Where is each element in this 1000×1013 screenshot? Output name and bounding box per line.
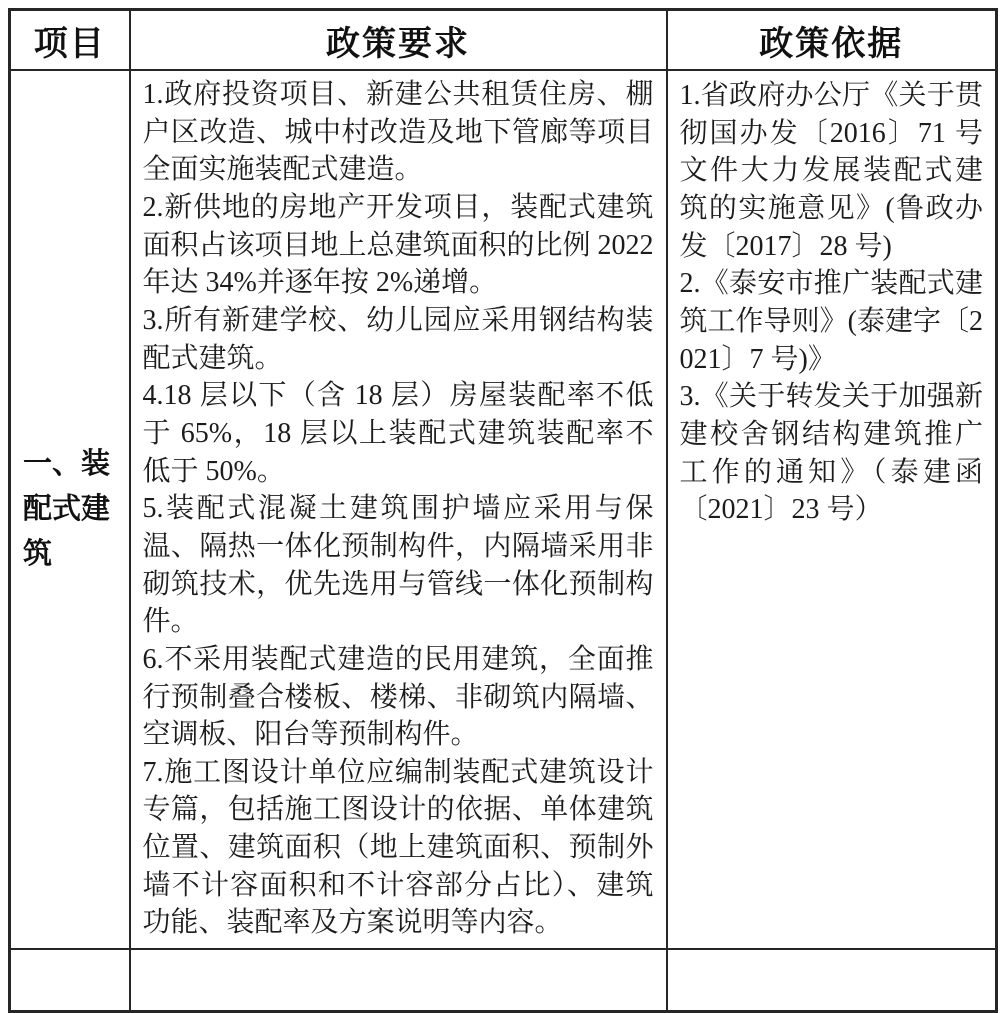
project-label: 一、装配式建筑 bbox=[23, 448, 111, 571]
policy-item: 6.不采用装配式建造的民用建筑，全面推行预制叠合楼板、楼梯、非砌筑内隔墙、空调板、阳台等预制构件。 bbox=[142, 643, 654, 751]
policy-item: 5.装配式混凝土建筑围护墙应采用与保温、隔热一体化预制构件，内隔墙采用非砌筑技术，优先选用与管线一体化预制构件。 bbox=[142, 493, 654, 638]
partial-requirements-cell bbox=[130, 949, 667, 1012]
col-header-requirements: 政策要求 bbox=[130, 10, 667, 71]
basis-cell bbox=[667, 70, 997, 949]
policy-item: 3.所有新建学校、幼儿园应采用钢结构装配式建筑。 bbox=[142, 304, 654, 374]
policy-item: 2.新供地的房地产开发项目，装配式建筑面积占该项目地上总建筑面积的比例 2022 年达 34%并逐年按 2%递增。 bbox=[142, 191, 654, 299]
policy-item: 3.《关于转发关于加强新建校舍钢结构建筑推广工作的通知》（泰建函〔2021〕23 号） bbox=[679, 381, 983, 526]
policy-item: 1.省政府办公厅《关于贯彻国办发〔2016〕71 号文件大力发展装配式建筑的实施意见》(鲁政办发〔2017〕28 号) bbox=[679, 80, 983, 262]
header-row bbox=[10, 10, 997, 71]
table-row bbox=[10, 70, 997, 949]
col-header-basis: 政策依据 bbox=[667, 10, 997, 71]
partial-project-cell bbox=[10, 949, 130, 1012]
col-header-project: 项目 bbox=[10, 10, 130, 71]
policy-item: 2.《泰安市推广装配式建筑工作导则》(泰建字〔2021〕7 号)》 bbox=[679, 268, 983, 375]
policy-table bbox=[8, 8, 998, 1013]
policy-item: 7.施工图设计单位应编制装配式建筑设计专篇，包括施工图设计的依据、单体建筑位置、建筑面积（地上建筑面积、预制外墙不计容面积和不计容部分占比）、建筑功能、装配率及方案说明等内容。 bbox=[142, 756, 654, 939]
policy-item: 1.政府投资项目、新建公共租赁住房、棚户区改造、城中村改造及地下管廊等项目全面实施装配式建造。 bbox=[142, 79, 654, 186]
table-row-partial bbox=[10, 949, 997, 1012]
policy-item: 4.18 层以下（含 18 层）房屋装配率不低于 65%，18 层以上装配式建筑装配率不低于 50%。 bbox=[142, 380, 654, 487]
requirements-cell bbox=[130, 70, 667, 949]
partial-basis-cell bbox=[667, 949, 997, 1012]
project-cell bbox=[10, 70, 130, 949]
